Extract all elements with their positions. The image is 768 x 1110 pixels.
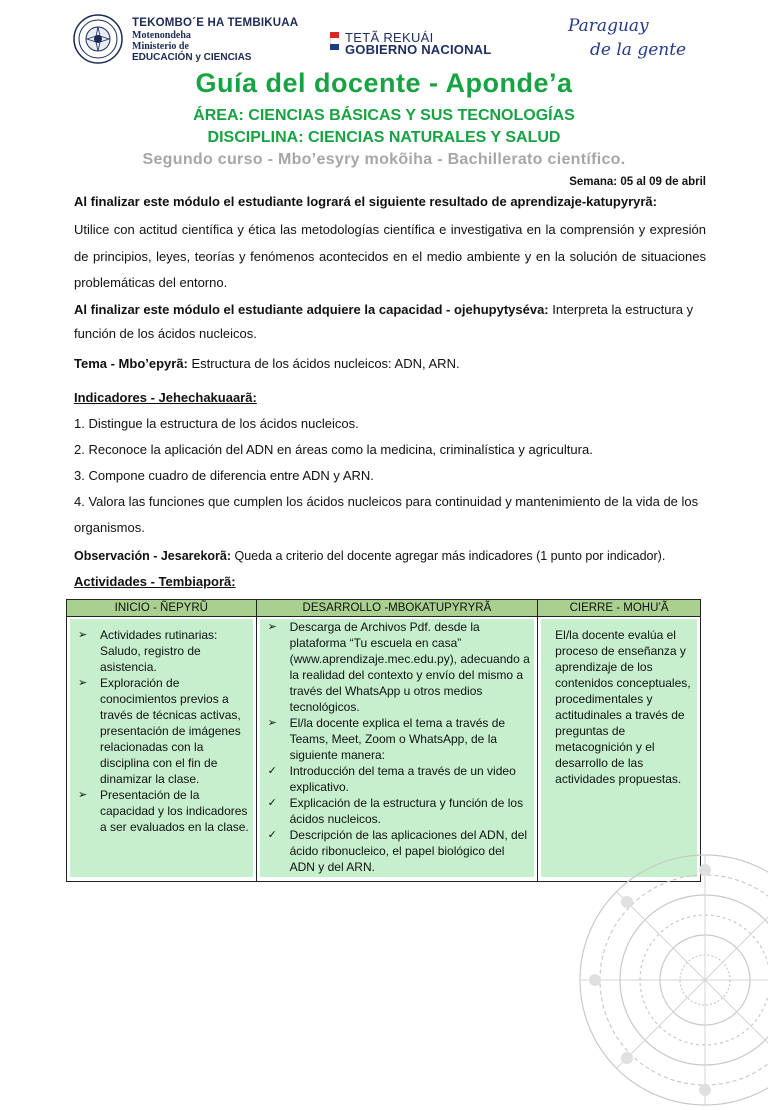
observation-text: Queda a criterio del docente agregar más indicadores (1 punto por indicador). [231,549,666,563]
indicator-item: 2. Reconoce la aplicación del ADN en áreas como la medicina, criminalística y agricultura. [74,442,593,457]
list-item-text: Introducción del tema a través de un video explicativo. [289,764,516,794]
list-item-text: Presentación de la capacidad y los indicadores a ser evaluados en la clase. [100,788,249,834]
table-row [67,617,701,882]
indicators-list [74,411,706,541]
theme-label: Tema - Mbo’epyrã: [74,356,188,371]
ministry-line-1: TEKOMBO´E HA TEMBIKUAA [132,17,299,29]
indicator-item: 4. Valora las funciones que cumplen los ácidos nucleicos para continuidad y mantenimiento de la vida de los organismos. [74,494,699,535]
checkmark-bullet-icon: ✓ [267,765,277,777]
list-item [268,763,533,795]
indicator-item: 1. Distingue la estructura de los ácidos nucleicos. [74,416,359,431]
government-line-1: TETÃ REKUÁI [345,30,434,45]
checkmark-bullet-icon: ✓ [267,797,277,809]
ministry-line-3: Ministerio de [132,41,189,52]
column-header-inicio: INICIO - ÑEPYRŨ [67,600,257,617]
observation-label: Observación - Jesarekorã: [74,549,232,563]
cierre-text: El/la docente evalúa el proceso de enseñanza y aprendizaje de los contenidos conceptuales, procedimentales y actitudinales a través de preguntas de metacognición y el desarrollo de las actividades propuestas. [555,628,691,786]
list-item [78,787,251,835]
government-line-2: GOBIERNO NACIONAL [345,42,492,57]
capacity-label: Al finalizar este módulo el estudiante adquiere la capacidad - ojehupytyséva: [74,302,549,317]
list-item-text: Descarga de Archivos Pdf. desde la plataforma “Tu escuela en casa” (www.aprendizaje.mec.edu.py), adecuando a la realidad del contexto y envío del mismo a través del WhatsApp u otros medios tecnológicos. [289,620,530,714]
column-header-desarrollo: DESARROLLO -MBOKATUPYRYRÃ [256,600,538,617]
activities-table [66,599,701,882]
course-subtitle: Segundo curso - Mbo’esyry mokõiha - Bachillerato científico. [142,151,626,168]
week-label: Semana: 05 al 09 de abril [569,176,706,188]
theme-text: Estructura de los ácidos nucleicos: ADN, ARN. [187,356,460,371]
result-text: Utilice con actitud científica y ética las metodologías científica e investigativa en la comprensión y expresión de principios, leyes, teorías y fenómenos acontecidos en el medio ambiente y en la solución de situaciones problemáticas del entorno. [74,222,706,290]
brand-line-2: de la gente [590,40,687,60]
cierre-cell [538,617,701,882]
desarrollo-list [260,619,535,875]
mandala-watermark-icon [575,850,768,1110]
arrow-bullet-icon: ➢ [267,621,277,633]
page-title: Guía del docente - Aponde’a [195,68,573,98]
list-item [268,619,533,715]
list-item-text: Actividades rutinarias: Saludo, registro de asistencia. [100,628,218,674]
list-item [268,715,533,763]
list-item [78,675,251,787]
list-item-text: Exploración de conocimientos previos a través de técnicas activas, presentación de imágenes relacionadas con la disciplina con el fin de dinamizar la clase. [100,676,241,786]
paraguay-flag-icon [330,32,339,52]
capacity-paragraph [74,298,706,346]
arrow-bullet-icon: ➢ [78,789,88,801]
activities-heading: Actividades - Tembiaporã: [74,574,236,589]
document-header [0,0,768,68]
ministry-seal-icon [73,14,123,64]
table-header-row [67,600,701,617]
brand-logo [568,14,688,64]
list-item-text: El/la docente explica el tema a través de Teams, Meet, Zoom o WhatsApp, de la siguiente manera: [289,716,506,762]
result-heading: Al finalizar este módulo el estudiante logrará el siguiente resultado de aprendizaje-katupyryrã: [74,194,657,209]
ministry-name [132,17,322,63]
arrow-bullet-icon: ➢ [78,629,88,641]
desarrollo-cell [256,617,538,882]
capacity-text: Interpreta la estructura y función de los ácidos nucleicos. [74,302,694,341]
list-item [268,795,533,827]
observation-paragraph [74,549,706,563]
list-item [268,827,533,875]
indicators-heading: Indicadores - Jehechakuaarã: [74,390,257,405]
checkmark-bullet-icon: ✓ [267,829,277,841]
theme-paragraph [74,356,706,371]
list-item-text: Explicación de la estructura y función de los ácidos nucleicos. [289,796,524,826]
inicio-cell [67,617,257,882]
ministry-line-4: EDUCACIÓN y CIENCIAS [132,52,252,63]
column-header-cierre: CIERRE - MOHU’Ã [538,600,701,617]
list-item-text: Descripción de las aplicaciones del ADN, del ácido ribonucleico, el papel biológico del ADN y del ARN. [289,828,528,874]
arrow-bullet-icon: ➢ [267,717,277,729]
arrow-bullet-icon: ➢ [78,677,88,689]
inicio-list [70,619,253,835]
discipline-heading: DISCIPLINA: CIENCIAS NATURALES Y SALUD [207,129,561,146]
ministry-line-2: Motenondeha [132,30,191,41]
list-item [78,627,251,675]
brand-line-1: Paraguay [568,16,649,36]
indicator-item: 3. Compone cuadro de diferencia entre ADN y ARN. [74,468,374,483]
area-heading: ÁREA: CIENCIAS BÁSICAS Y SUS TECNOLOGÍAS [193,107,575,124]
